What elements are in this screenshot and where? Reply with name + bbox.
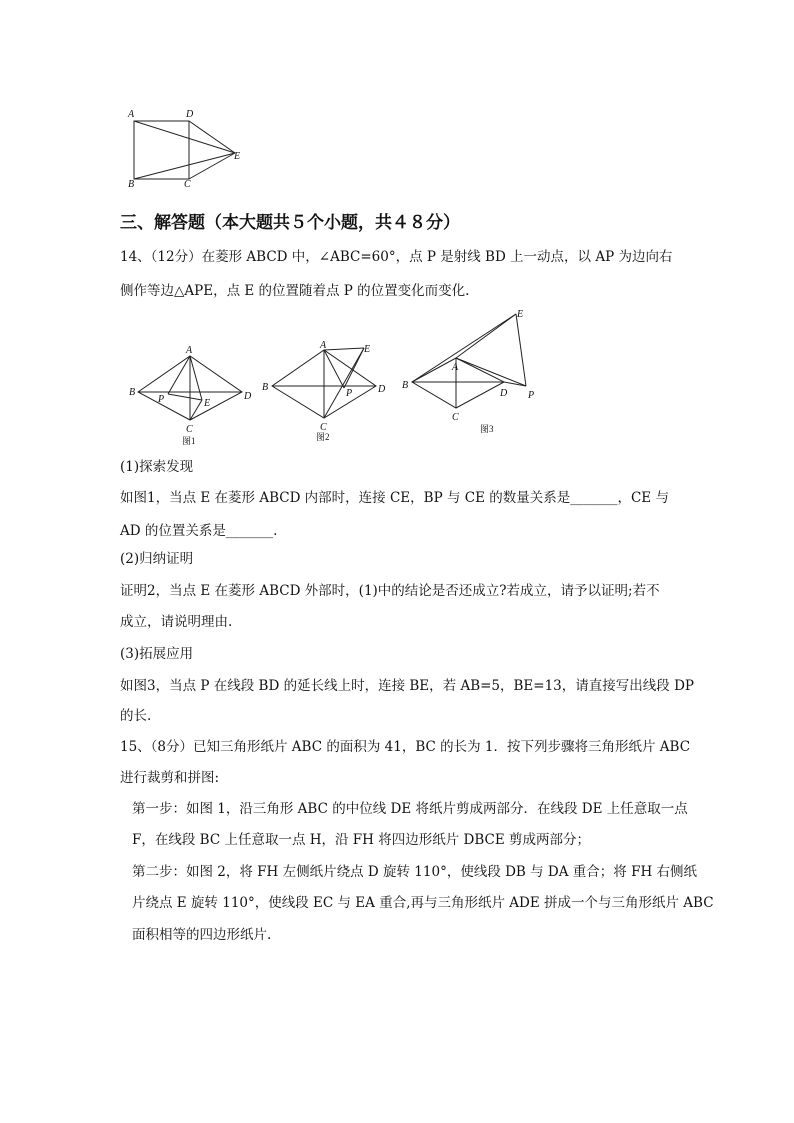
label-P: P [346, 388, 353, 399]
q14-part1-line2: AD 的位置关系是_______. [120, 523, 278, 539]
label-E: E [234, 151, 241, 162]
label-C: C [184, 179, 191, 190]
q14-part3-line2: 的长. [120, 708, 152, 724]
label-E: E [364, 344, 371, 355]
q15-step1-line2: F，在线段 BC 上任意取一点 H，沿 FH 将四边形纸片 DBCE 剪成两部分； [132, 832, 590, 848]
q14-line1: 14、（12分）在菱形 ABCD 中，∠ABC=60°，点 P 是射线 BD 上一动点，以 AP 为边向右 [120, 249, 673, 265]
label-D: D [244, 391, 252, 402]
figure-caption: 图3 [480, 424, 494, 434]
q15-line2: 进行裁剪和拼图: [120, 770, 220, 786]
q14-part1-title: (1)探索发现 [120, 459, 194, 475]
square-figure [120, 105, 250, 190]
q15-step2-line3: 面积相等的四边形纸片. [132, 927, 272, 943]
label-B: B [128, 179, 135, 190]
label-P: P [158, 394, 165, 405]
label-E: E [204, 398, 211, 409]
rhombus-figure-2 [258, 336, 390, 446]
q15-step2-line1: 第二步：如图 2，将 FH 左侧纸片绕点 D 旋转 110°，使线段 DB 与 DA 重合；将 FH 右侧纸 [132, 864, 698, 880]
section-title: 三、解答题（本大题共５个小题，共４８分） [120, 213, 460, 233]
label-B: B [129, 387, 136, 398]
label-D: D [500, 388, 508, 399]
label-A: A [320, 340, 327, 351]
q14-part2-line2: 成立，请说明理由. [120, 614, 233, 630]
label-C: C [186, 424, 193, 435]
q15-step1-line1: 第一步：如图 1，沿三角形 ABC 的中位线 DE 将纸片剪成两部分．在线段 DE 上任意取一点 [132, 801, 688, 817]
label-A: A [452, 362, 459, 373]
figure-caption: 图2 [316, 432, 330, 442]
label-E: E [517, 309, 524, 320]
label-A: A [186, 345, 193, 356]
rhombus-figure-1 [120, 340, 260, 450]
q15-step2-line2: 片绕点 E 旋转 110°，使线段 EC 与 EA 重合,再与三角形纸片 ADE 拼成一个与三角形纸片 ABC [132, 895, 714, 911]
label-P: P [528, 390, 535, 401]
figure-caption: 图1 [182, 436, 196, 446]
q14-part2-line1: 证明2，当点 E 在菱形 ABCD 外部时，(1)中的结论是否还成立?若成立，请予以证明;若不 [120, 583, 660, 599]
rhombus-figure-3 [400, 308, 550, 438]
q14-part2-title: (2)归纳证明 [120, 551, 194, 567]
label-A: A [128, 109, 135, 120]
label-C: C [320, 422, 327, 433]
q14-part1-line1: 如图1，当点 E 在菱形 ABCD 内部时，连接 CE，BP 与 CE 的数量关系是_______，CE 与 [120, 490, 669, 506]
q15-line1: 15、（8分）已知三角形纸片 ABC 的面积为 41，BC 的长为 1．按下列步骤将三角形纸片 ABC [120, 739, 691, 755]
label-C: C [452, 412, 459, 423]
label-B: B [402, 380, 409, 391]
label-D: D [186, 109, 194, 120]
label-B: B [262, 382, 269, 393]
q14-line2: 侧作等边△APE，点 E 的位置随着点 P 的位置变化而变化. [120, 283, 470, 299]
q14-part3-title: (3)拓展应用 [120, 646, 194, 662]
label-D: D [378, 384, 386, 395]
q14-part3-line1: 如图3，当点 P 在线段 BD 的延长线上时，连接 BE，若 AB=5，BE=13，请直接写出线段 DP [120, 678, 694, 694]
